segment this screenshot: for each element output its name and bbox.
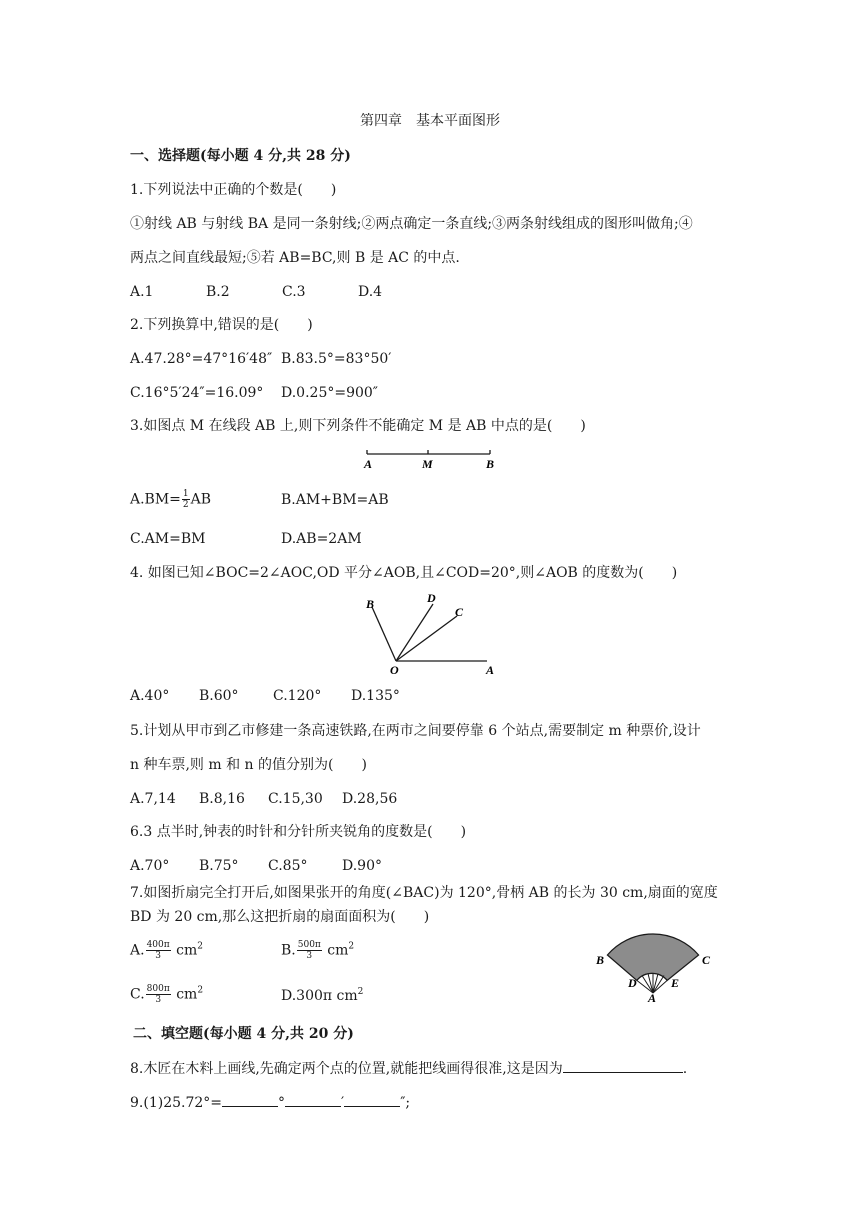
q3-segment-figure [355,446,505,474]
section-heading-fill: 二、填空题(每小题 4 分,共 20 分) [133,1026,354,1042]
q1-text-line2: 两点之间直线最短;⑤若 AB=BC,则 B 是 AC 的中点. [130,250,460,266]
q8-text: 8.木匠在木料上画线,先确定两个点的位置,就能把线画得很准,这是因为 . [130,1058,687,1079]
q7-option-c: C. $\frac{800\pi}{3}$ $cm^2$ [130,984,204,1005]
q3-option-c: C.AM=BM [130,531,206,547]
q3-option-a-prefix: A.BM= [130,491,181,508]
page-title: 第四章 基本平面图形 [360,113,500,129]
label-a: A [486,663,495,677]
q7-option-d: D.300π $cm^2$ [281,987,364,1004]
q7-line2: BD 为 20 cm,那么这把折扇的扇面面积为( ) [130,909,430,925]
q1-option-c: C.3 [282,284,306,300]
q1-text-line1: ①射线 AB 与射线 BA 是同一条射线;②两点确定一条直线;③两条射线组成的图形叫做角;④ [130,216,693,232]
fraction-800pi-over-3: $\frac{800\pi}{3}$ [146,984,170,1005]
q1-stem: 1.下列说法中正确的个数是( ) [130,182,337,198]
q6-option-d: D.90° [342,858,382,874]
q7-option-a: A. $\frac{400\pi}{3}$ $cm^2$ [130,940,203,961]
label-e: E [671,976,680,990]
q4-option-d: D.135° [351,688,400,704]
q9-second-blank[interactable] [344,1092,400,1107]
label-c: C [455,605,464,619]
label-d: D [427,591,436,605]
label-b: B [366,597,375,611]
q2-option-a: A.47.28°=47°16′48″ [130,351,273,367]
q5-option-a: A.7,14 [130,791,176,807]
q6-option-c: C.85° [268,858,308,874]
q3-stem: 3.如图点 M 在线段 AB 上,则下列条件不能确定 M 是 AB 中点的是( ) [130,418,586,434]
q7-fan-figure [592,928,722,1004]
label-b: B [596,953,605,967]
q1-option-a: A.1 [130,284,154,300]
q8-answer-blank[interactable] [563,1058,683,1073]
q3-option-b: B.AM+BM=AB [281,492,389,508]
q5-option-d: D.28,56 [342,791,398,807]
q9-degree-blank[interactable] [222,1092,278,1107]
q9-text: 9.(1)25.72°= ° ′ ″; [130,1092,410,1113]
ray-od [396,604,433,661]
q1-option-b: B.2 [206,284,230,300]
q4-option-a: A.40° [130,688,170,704]
q9-minute-blank[interactable] [285,1092,341,1107]
q2-option-b: B.83.5°=83°50′ [281,351,392,367]
q3-option-d: D.AB=2AM [281,531,362,547]
fraction-400pi-over-3: $\frac{400\pi}{3}$ [146,940,170,961]
q1-option-d: D.4 [358,284,383,300]
ray-ob [372,607,396,661]
q3-option-a-suffix: AB [190,491,212,508]
q6-option-a: A.70° [130,858,170,874]
label-a: A [364,457,373,471]
q2-option-c: C.16°5′24″=16.09° [130,385,264,401]
label-b: B [486,457,495,471]
label-d: D [628,976,637,990]
q4-angle-figure [355,590,505,680]
q2-option-d: D.0.25°=900″ [281,385,379,401]
q5-option-b: B.8,16 [199,791,245,807]
q6-stem: 6.3 点半时,钟表的时针和分针所夹锐角的度数是( ) [130,824,467,840]
section-heading-choice: 一、选择题(每小题 4 分,共 28 分) [130,148,351,164]
q4-stem: 4. 如图已知∠BOC=2∠AOC,OD 平分∠AOB,且∠COD=20°,则∠AOB 的度数为( ) [130,565,678,581]
label-m: M [422,457,433,471]
q3-option-a [130,489,211,510]
q7-line1: 7.如图折扇完全打开后,如图果张开的角度(∠BAC)为 120°,骨柄 AB 的长为 30 cm,扇面的宽度 [130,885,718,901]
q4-option-c: C.120° [273,688,322,704]
q2-stem: 2.下列换算中,错误的是( ) [130,317,313,333]
label-c: C [702,953,711,967]
q5-line2: n 种车票,则 m 和 n 的值分别为( ) [130,757,367,773]
q7-option-b: B. $\frac{500\pi}{3}$ $cm^2$ [281,940,355,961]
q4-option-b: B.60° [199,688,239,704]
fraction-500pi-over-3: $\frac{500\pi}{3}$ [297,940,321,961]
label-a: A [648,991,657,1004]
q6-option-b: B.75° [199,858,239,874]
q5-option-c: C.15,30 [268,791,323,807]
fraction-one-half: $\frac{1}{2}$ [182,489,189,510]
label-o: O [390,663,399,677]
q5-line1: 5.计划从甲市到乙市修建一条高速铁路,在两市之间要停靠 6 个站点,需要制定 m 种票价,设计 [130,723,701,739]
ray-oc [396,616,457,661]
